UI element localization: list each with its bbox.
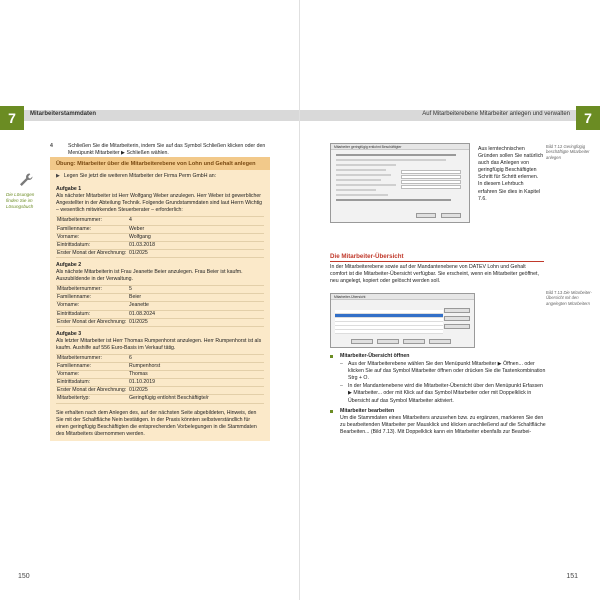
task-description: Als nächster Mitarbeiter ist Herr Wolfgang Weber anzulegen. Herr Weber ist gewerblicher Angestellter in der Abteilung Technik. Folgende Grundstammdaten sind laut Herrn Wichtig – wesentlich mitwirkenden Steuerberater – erforderlich: xyxy=(56,193,263,214)
chapter-number-badge: 7 xyxy=(0,106,24,130)
caption-text: Geringfügig beschäftigte Mitarbeiter anlegen xyxy=(546,144,590,160)
task-data-table xyxy=(56,354,264,404)
dialog-field[interactable] xyxy=(401,180,461,184)
task-3 xyxy=(56,331,264,404)
table-value: 01/2025 xyxy=(128,250,264,258)
task-description: Als nächste Mitarbeiterin ist Frau Jeanette Beier anzulegen. Frau Beier ist kaufm. Auszubildende in der Verwaltung. xyxy=(56,269,243,283)
dialog-no-button[interactable] xyxy=(441,213,461,218)
table-key: Familienname: xyxy=(56,294,128,302)
task-title: Aufgabe 1 xyxy=(56,186,82,193)
section-title: Die Mitarbeiter-Übersicht xyxy=(330,253,404,260)
aside-text: Aus lerntechnischen Gründen sollen Sie natürlich auch das Anlegen von geringfügig Beschäftigten Schritt für Schritt erlernen. In diesem Lehrbuch erfahren Sie dies in Kapitel 7.6. xyxy=(478,146,544,202)
bullet-heading: Mitarbeiter bearbeiten xyxy=(330,408,546,415)
employee-list xyxy=(335,310,443,334)
screenshot-geringfuegig-dialog xyxy=(330,143,470,223)
bullet-paragraph: Um die Stammdaten eines Mitarbeiters anzusehen bzw. zu ergänzen, markieren Sie den zu bearbeitenden Mitarbeiter per Mausklick und klicken anschließend auf die Schaltfläche Bearbeiten... (Bild 7.13). Mit Doppelklick kann ein Mitarbeiter ebenfalls zur Bearbei- xyxy=(340,414,546,435)
table-key: Vorname: xyxy=(56,302,128,310)
bottom-buttons xyxy=(351,339,451,344)
dialog-field[interactable] xyxy=(401,170,461,174)
table-value: Beier xyxy=(128,294,264,302)
side-button[interactable] xyxy=(444,308,470,313)
list-row[interactable] xyxy=(335,330,443,334)
wrench-icon xyxy=(18,172,34,188)
table-key: Mitarbeiternummer: xyxy=(56,355,128,363)
dialog-yes-button[interactable] xyxy=(416,213,436,218)
task-title: Aufgabe 2 xyxy=(56,261,82,268)
step-4 xyxy=(50,143,270,157)
step-number: 4 xyxy=(50,143,53,149)
chapter-title: Mitarbeiterstammdaten xyxy=(30,111,97,117)
caption-label: Bild 7.12 xyxy=(546,144,563,149)
side-button[interactable] xyxy=(444,316,470,321)
bullet-subitem: – Aus der Mitarbeiterebene wählen Sie den Menüpunkt Mitarbeiter ▶ Öffnen... oder klicken Sie auf das Symbol Mitarbeiter öffnen oder drücken Sie die Tastenkombination Strg + O. xyxy=(330,361,546,382)
bottom-button[interactable] xyxy=(403,339,425,344)
table-value: 01.08.2024 xyxy=(128,311,264,319)
table-value: 01/2025 xyxy=(128,387,264,395)
table-key: Eintrittsdatum: xyxy=(56,242,128,250)
exercise-box xyxy=(50,157,270,441)
table-key: Erster Monat der Abrechnung: xyxy=(56,319,128,327)
table-key: Vorname: xyxy=(56,371,128,379)
exercise-outro: Sie erhalten nach dem Anlegen des, auf der nächsten Seite abgebildeten, Hinweis, den Sie mit der Schaltfläche Nein bestätigen. In der Praxis könnten selbstverständlich für einen geringfügig Beschäftigten die entsprechenden Vorbelegungen in die Stammdaten des Mitarbeiters übernommen werden. xyxy=(56,409,257,437)
table-value: Wolfgang xyxy=(128,234,264,242)
task-title: Aufgabe 3 xyxy=(56,330,82,337)
section-rule xyxy=(330,261,544,262)
page-number: 151 xyxy=(566,573,578,580)
table-value: 6 xyxy=(128,355,264,363)
table-value: Jeanette xyxy=(128,302,264,310)
table-key: Erster Monat der Abrechnung: xyxy=(56,387,128,395)
screenshot-mitarbeiter-uebersicht xyxy=(330,293,475,348)
table-key: Familienname: xyxy=(56,226,128,234)
table-value: 01.10.2019 xyxy=(128,379,264,387)
dialog-field[interactable] xyxy=(401,175,461,179)
table-value: 4 xyxy=(128,217,264,225)
dialog-title: Mitarbeiter geringfügig entlohnt Beschäftigter xyxy=(331,144,469,150)
table-value: Weber xyxy=(128,226,264,234)
chapter-number-badge: 7 xyxy=(576,106,600,130)
task-description: Als letzter Mitarbeiter ist Herr Thomas Rumpenhorst anzulegen. Herr Rumpenhorst ist als kaufm. Aushilfe auf 556 Euro-Basis im Verkauf tätig. xyxy=(56,337,262,351)
task-1 xyxy=(56,186,264,258)
side-button[interactable] xyxy=(444,324,470,329)
section-body: In der Mitarbeiterebene sowie auf der Mandantenebene von DATEV Lohn und Gehalt comfort ist die Mitarbeiter-Übersicht verfügbar. Sie erscheint, wenn ein Mitarbeiter geöffnet, neu angelegt, kopiert oder gelöscht werden soll. xyxy=(330,264,539,285)
step-text: Schließen Sie die Mitarbeiterin, indem Sie auf das Symbol Schließen klicken oder den Menüpunkt Mitarbeiter ▶ Schließen wählen. xyxy=(68,143,266,157)
dialog-lines xyxy=(336,154,466,204)
bottom-button[interactable] xyxy=(351,339,373,344)
exercise-intro xyxy=(56,173,264,180)
exercise-intro-text: Legen Sie jetzt die weiteren Mitarbeiter der Firma Perm GmbH an: xyxy=(63,173,217,179)
caption-text: Die Mitarbeiter-Übersicht mit den angelegten Mitarbeitern xyxy=(546,290,593,306)
table-value: Geringfügig entlohnt Beschäftigte/r xyxy=(128,395,264,403)
table-key: Mitarbeiternummer: xyxy=(56,286,128,294)
bottom-button[interactable] xyxy=(377,339,399,344)
table-key: Mitarbeitertyp: xyxy=(56,395,128,403)
table-key: Eintrittsdatum: xyxy=(56,379,128,387)
right-page xyxy=(300,0,600,600)
table-key: Eintrittsdatum: xyxy=(56,311,128,319)
chapter-title: Auf Mitarbeiterebene Mitarbeiter anlegen und verwalten xyxy=(422,111,570,117)
table-key: Vorname: xyxy=(56,234,128,242)
table-key: Familienname: xyxy=(56,363,128,371)
bullet-subitem: – In der Mandantenebene wird die Mitarbeiter-Übersicht über den Menüpunkt Erfassen ▶ Mitarbeiter... oder mit Klick auf das Symbol Mitarbeiter oder mit Doppelklick in Übersicht auf das Symbol Mitarbeiter aktiviert. xyxy=(330,383,546,404)
dialog-field[interactable] xyxy=(401,185,461,189)
dialog-title: Mitarbeiter-Übersicht xyxy=(331,294,474,300)
sidebar-note-text: Die Lösungen finden Sie im Lösungsbuch xyxy=(6,192,35,209)
side-buttons xyxy=(444,308,470,332)
bullet-heading: Mitarbeiter-Übersicht öffnen xyxy=(330,353,546,360)
exercise-title: Übung: Mitarbeiter über die Mitarbeiterebene von Lohn und Gehalt anlegen xyxy=(50,157,270,170)
task-data-table xyxy=(56,285,264,326)
table-key: Erster Monat der Abrechnung: xyxy=(56,250,128,258)
page-number: 150 xyxy=(18,573,30,580)
figure-caption-2 xyxy=(546,290,596,306)
triangle-icon: ▶ xyxy=(56,173,60,179)
bottom-button[interactable] xyxy=(429,339,451,344)
task-2 xyxy=(56,262,264,327)
table-value: Rumpenhorst xyxy=(128,363,264,371)
table-value: Thomas xyxy=(128,371,264,379)
table-value: 01/2025 xyxy=(128,319,264,327)
bullet-list xyxy=(330,350,546,436)
table-value: 5 xyxy=(128,286,264,294)
figure-caption-1 xyxy=(546,144,596,160)
task-list xyxy=(56,186,264,403)
table-key: Mitarbeiternummer: xyxy=(56,217,128,225)
table-value: 01.03.2018 xyxy=(128,242,264,250)
caption-label: Bild 7.13 xyxy=(546,290,563,295)
task-data-table xyxy=(56,216,264,257)
